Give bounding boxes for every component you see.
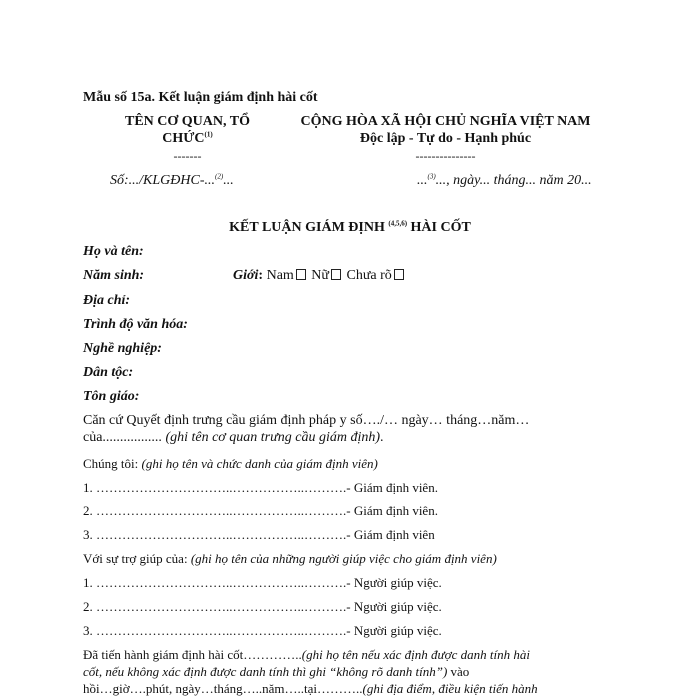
field-ethnicity-label: Dân tộc:: [83, 365, 134, 380]
assistant-line-1: 1. …………………………..……………..……….- Người giúp việc.: [83, 575, 442, 590]
document-title: KẾT LUẬN GIÁM ĐỊNH $^{(4,5,6)}$ HÀI CỐT: [229, 219, 471, 235]
expert-line-1: 1. …………………………..……………..……….- Giám định viên.: [83, 480, 438, 495]
field-religion-label: Tôn giáo:: [83, 389, 140, 404]
expert-line-3: 3. …………………………..……………..……….- Giám định viên: [83, 527, 435, 542]
gender-unknown-label: Chưa rõ: [346, 268, 392, 283]
document-number: Số:.../KLGĐHC-...$^{(2)}$...: [110, 172, 234, 188]
gender-female-label: Nữ: [311, 268, 329, 283]
gender-unknown-checkbox[interactable]: [394, 269, 404, 280]
assistant-line-2: 2. …………………………..……………..……….- Người giúp việc.: [83, 599, 442, 614]
field-address-label: Địa chỉ:: [83, 293, 131, 308]
place-and-date: ...$^{(3)}$..., ngày... tháng... năm 20...: [417, 172, 592, 188]
org-name-line2: CHỨC$^{(1)}$: [162, 130, 213, 146]
republic-motto: Độc lập - Tự do - Hạnh phúc: [359, 131, 532, 146]
form-title: Mẫu số 15a. Kết luận giám định hài cốt: [83, 90, 318, 105]
org-rule: -------: [173, 149, 202, 163]
republic-name: CỘNG HÒA XÃ HỘI CHỦ NGHĨA VIỆT NAM: [300, 114, 591, 129]
field-occupation-label: Nghề nghiệp:: [83, 341, 162, 356]
field-birth-year-label: Năm sinh:: [83, 268, 145, 283]
conduct-line-3: hồi…giờ….phút, ngày…tháng…..năm…..tại………..(ghi địa điểm, điều kiện tiến hành: [83, 681, 538, 696]
basis-line-1: Căn cứ Quyết định trưng cầu giám định pháp y số…./… ngày… tháng…năm…: [83, 413, 530, 428]
basis-line-2: của................. (ghi tên cơ quan trưng cầu giám định).: [83, 430, 384, 445]
field-education-label: Trình độ văn hóa:: [83, 317, 188, 332]
gender-female-checkbox[interactable]: [331, 269, 341, 280]
expert-line-2: 2. …………………………..……………..……….- Giám định viên.: [83, 503, 438, 518]
assistants-intro: Với sự trợ giúp của: (ghi họ tên của những người giúp việc cho giám định viên): [83, 551, 497, 566]
experts-intro: Chúng tôi: (ghi họ tên và chức danh của giám định viên): [83, 456, 378, 471]
assistant-line-3: 3. …………………………..……………..……….- Người giúp việc.: [83, 623, 442, 638]
gender-label: Giới: [233, 268, 259, 283]
conduct-line-2: cốt, nếu không xác định được danh tính thì ghi “không rõ danh tính”) vào: [83, 664, 470, 679]
org-name-line1: TÊN CƠ QUAN, TỔ: [125, 114, 250, 129]
gender-male-checkbox[interactable]: [296, 269, 306, 280]
gender-male-label: Nam: [266, 268, 294, 283]
conduct-line-1: Đã tiến hành giám định hài cốt…………..(ghi họ tên nếu xác định được danh tính hài: [83, 647, 530, 662]
gender-row: Giới: Nam Nữ Chưa rõ: [233, 268, 406, 284]
field-name-label: Họ và tên:: [83, 244, 144, 259]
republic-rule: ---------------: [415, 149, 476, 163]
